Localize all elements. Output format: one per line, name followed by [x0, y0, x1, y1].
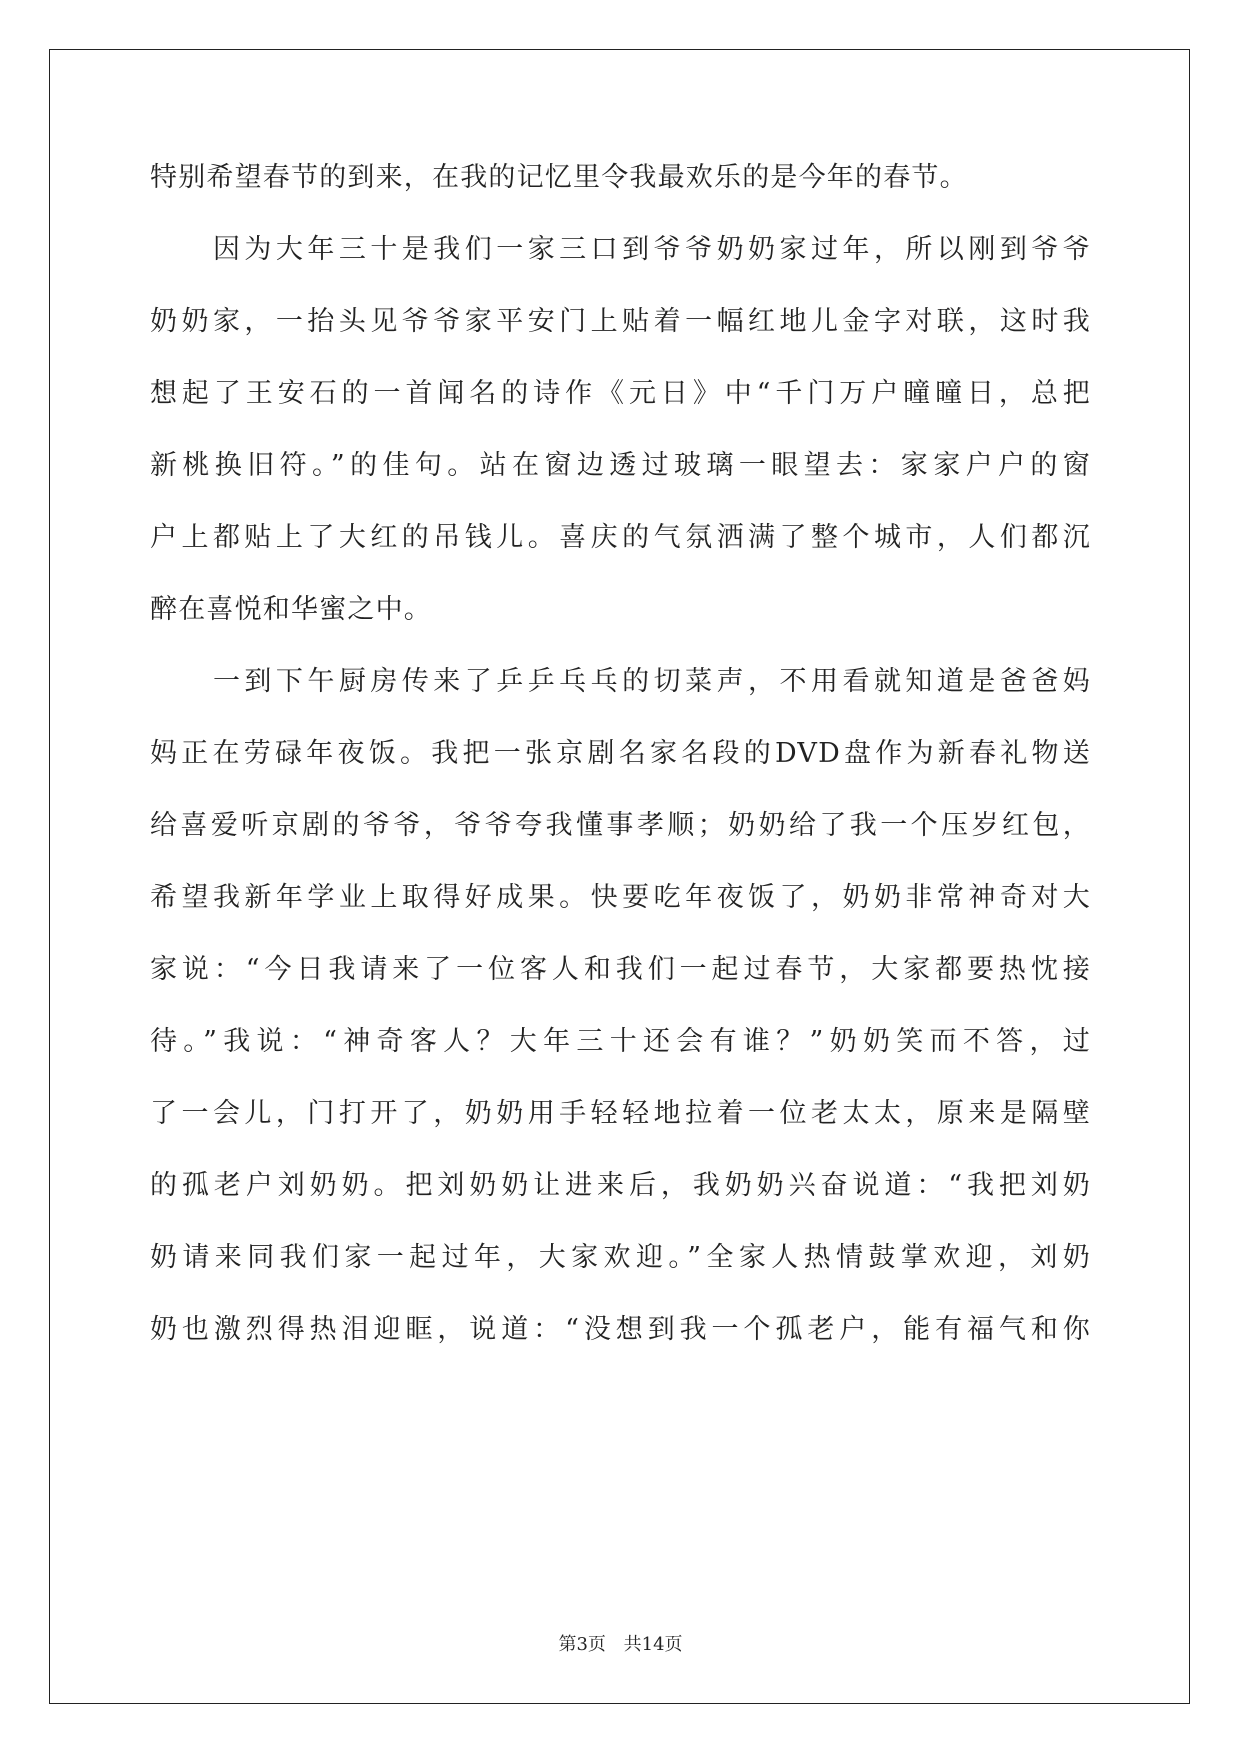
text-line: 新桃换旧符。”的佳句。站在窗边透过玻璃一眼望去：家家户户的窗 [150, 450, 1091, 481]
text-line: 醉在喜悦和华蜜之中。 [150, 594, 432, 625]
text-line: 奶奶家，一抬头见爷爷家平安门上贴着一幅红地儿金字对联，这时我 [150, 306, 1091, 337]
page-footer [0, 1630, 1241, 1656]
text-line: 一到下午厨房传来了乒乒乓乓的切菜声，不用看就知道是爸爸妈 [150, 666, 1091, 697]
text-line: 想起了王安石的一首闻名的诗作《元日》中“千门万户曈曈日，总把 [150, 378, 1091, 409]
text-line: 奶请来同我们家一起过年，大家欢迎。”全家人热情鼓掌欢迎，刘奶 [150, 1242, 1091, 1273]
text-line: 待。”我说：“神奇客人？大年三十还会有谁？”奶奶笑而不答，过 [150, 1026, 1091, 1057]
text-line: 妈正在劳碌年夜饭。我把一张京剧名家名段的DVD盘作为新春礼物送 [150, 738, 1091, 769]
text-line: 家说：“今日我请来了一位客人和我们一起过春节，大家都要热忱接 [150, 954, 1091, 985]
text-line: 的孤老户刘奶奶。把刘奶奶让进来后，我奶奶兴奋说道：“我把刘奶 [150, 1170, 1091, 1201]
page-number: 第3页 [558, 1634, 606, 1655]
page-total: 共14页 [623, 1634, 683, 1655]
page-border [49, 49, 1190, 1704]
text-line: 希望我新年学业上取得好成果。快要吃年夜饭了，奶奶非常神奇对大 [150, 882, 1091, 913]
text-line: 奶也激烈得热泪迎眶，说道：“没想到我一个孤老户，能有福气和你 [150, 1314, 1091, 1345]
text-line: 户上都贴上了大红的吊钱儿。喜庆的气氛洒满了整个城市，人们都沉 [150, 522, 1091, 553]
text-line: 给喜爱听京剧的爷爷，爷爷夸我懂事孝顺；奶奶给了我一个压岁红包， [150, 810, 1091, 841]
text-line: 因为大年三十是我们一家三口到爷爷奶奶家过年，所以刚到爷爷 [150, 234, 1091, 265]
text-line: 特别希望春节的到来，在我的记忆里令我最欢乐的是今年的春节。 [150, 162, 968, 193]
text-line: 了一会儿，门打开了，奶奶用手轻轻地拉着一位老太太，原来是隔壁 [150, 1098, 1091, 1129]
